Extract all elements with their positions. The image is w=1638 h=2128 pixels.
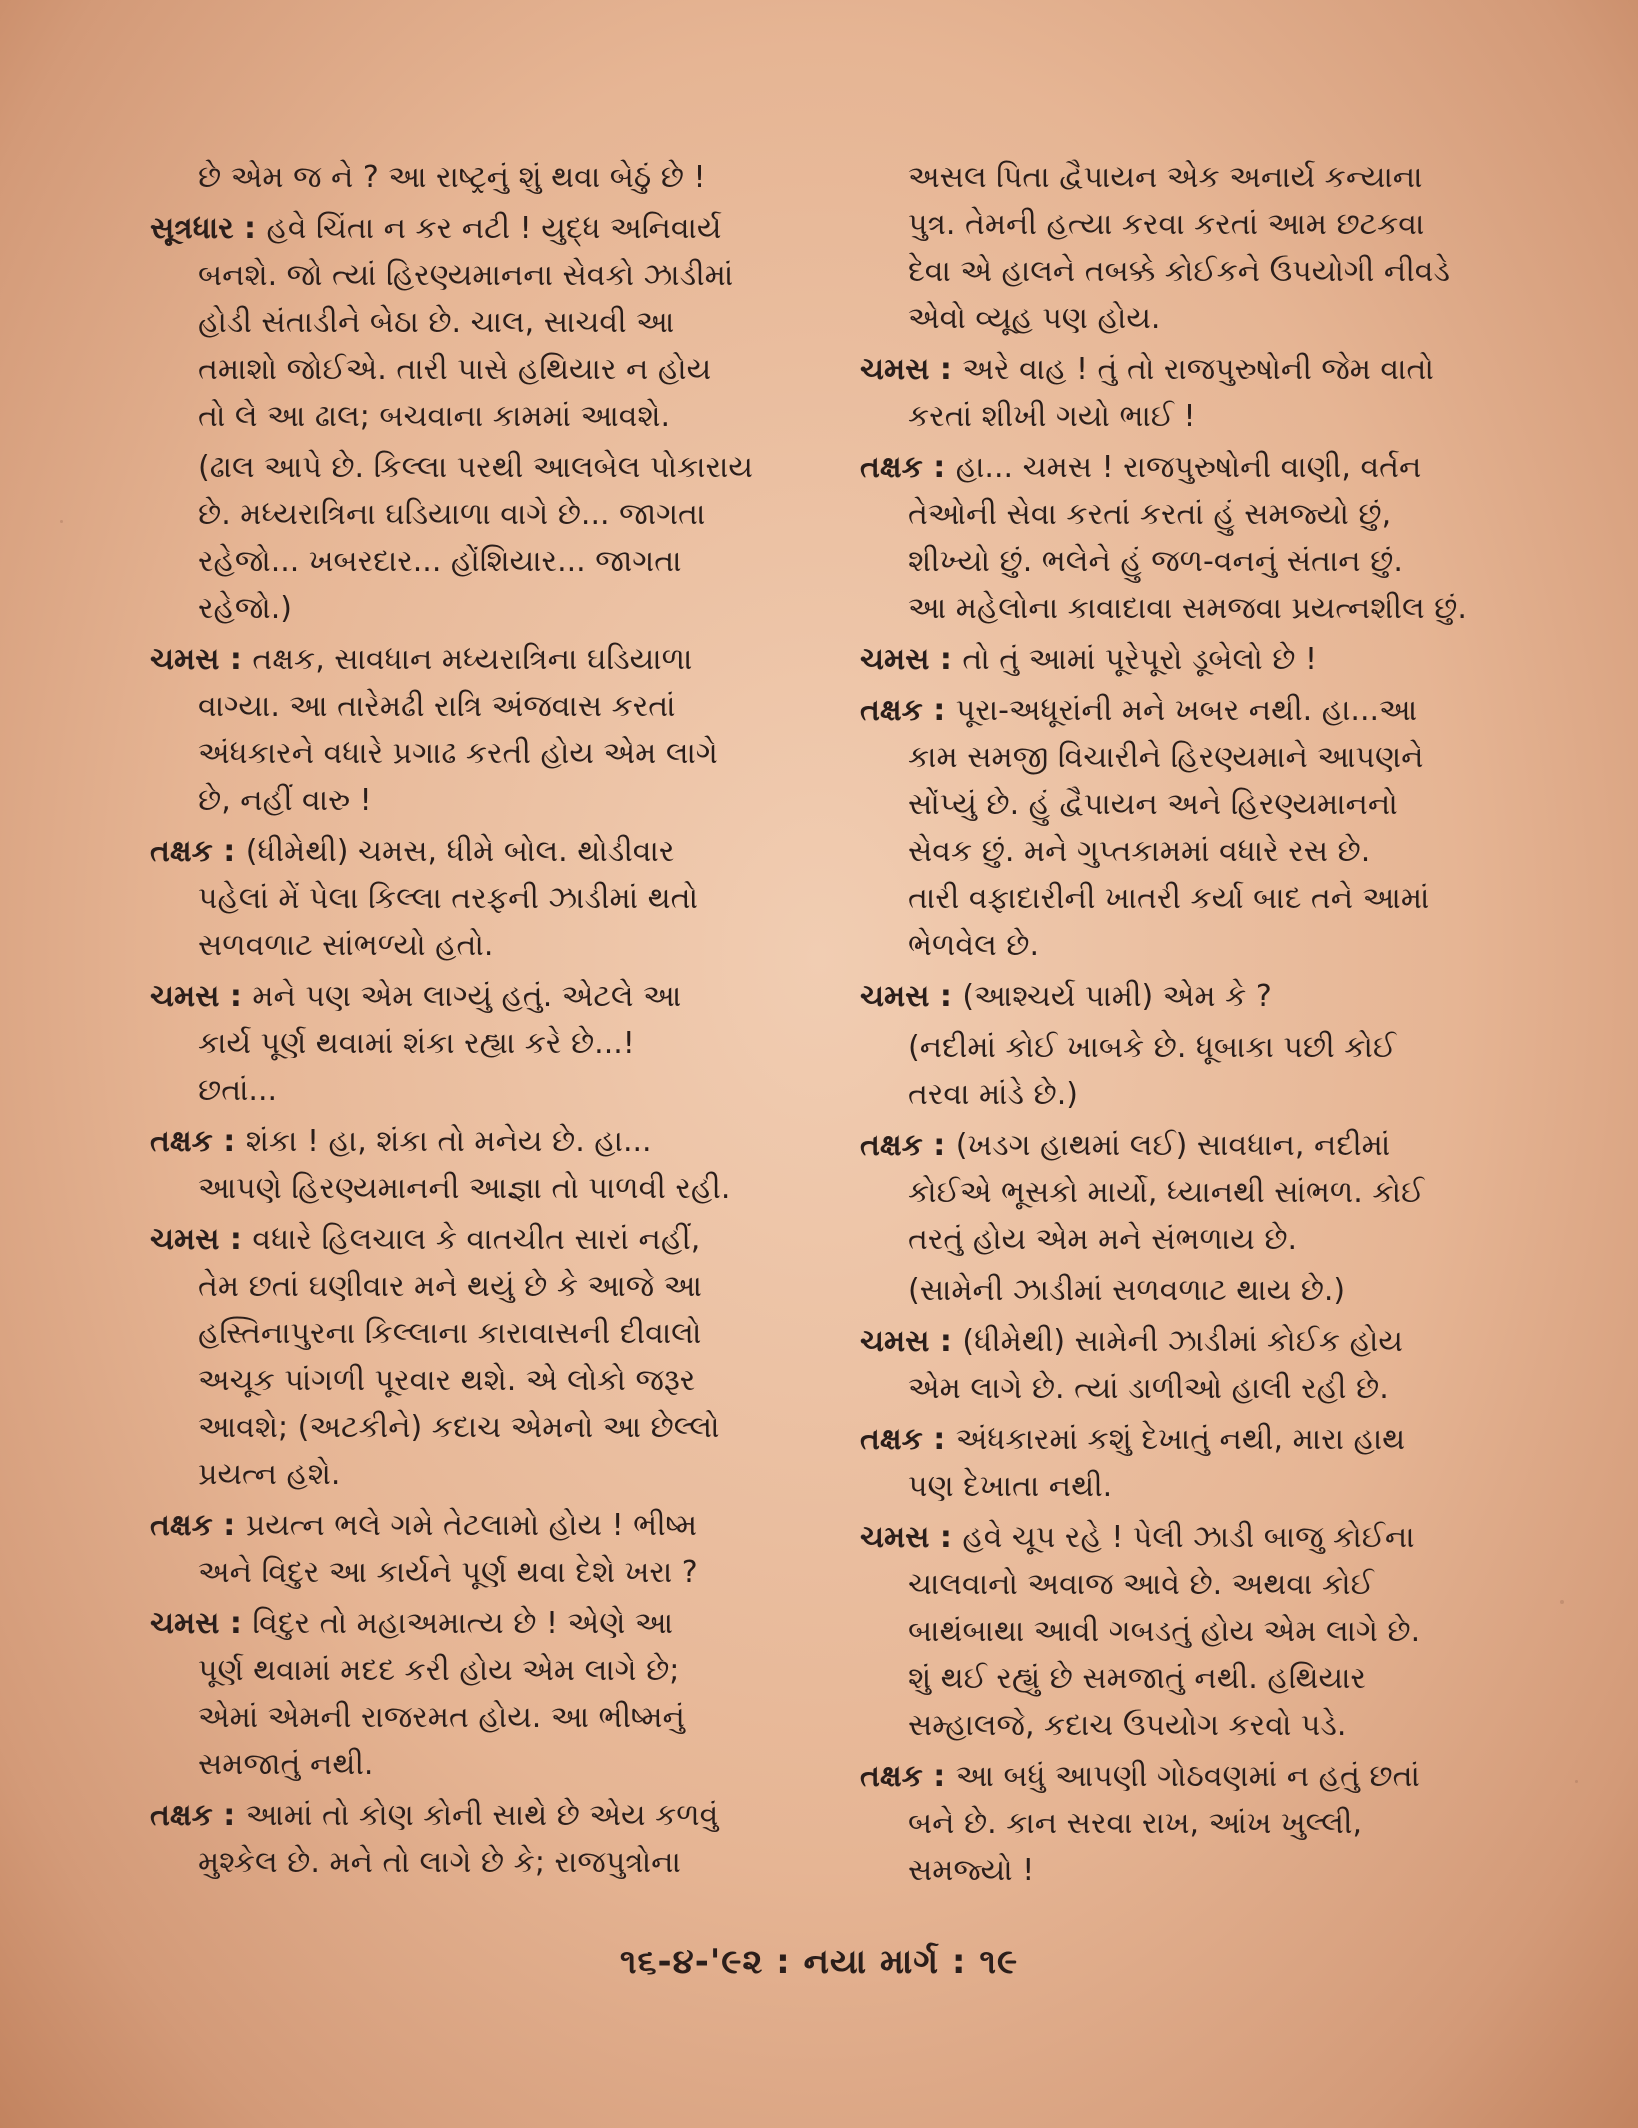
text-line xyxy=(860,1122,1520,1169)
text-line: તરતું હોય એમ મને સંભળાય છે. xyxy=(908,1222,1298,1257)
text-line: આવશે; (અટકીને) કદાચ એમનો આ છેલ્લો xyxy=(198,1410,720,1445)
speaker-name: ચમસ : xyxy=(150,979,253,1014)
speech-text: અરે વાહ ! તું તો રાજપુરુષોની જેમ વાતો xyxy=(962,352,1434,387)
dialogue-speech xyxy=(860,1753,1520,1894)
speaker-name: તક્ષક : xyxy=(860,1759,956,1794)
text-line: અસલ પિતા દ્વૈપાયન એક અનાર્ય કન્યાના xyxy=(908,160,1423,195)
dialogue-speech xyxy=(860,973,1520,1020)
dialogue-speech xyxy=(150,1502,820,1596)
speaker-name: તક્ષક : xyxy=(150,1798,246,1833)
text-line: સળવળાટ સાંભળ્યો હતો. xyxy=(198,928,494,963)
speech-text: મને પણ એમ લાગ્યું હતું. એટલે આ xyxy=(252,979,682,1014)
text-line xyxy=(150,828,820,875)
text-line: છે, નહીં વારુ ! xyxy=(198,783,372,818)
speech-text: તો તું આમાં પૂરેપૂરો ડૂબેલો છે ! xyxy=(962,642,1317,677)
speech-text: તક્ષક, સાવધાન મધ્યરાત્રિના ઘડિયાળા xyxy=(252,642,693,677)
speaker-name: ચમસ : xyxy=(150,642,253,677)
speaker-name: ચમસ : xyxy=(860,352,963,387)
text-line: તમાશો જોઈએ. તારી પાસે હથિયાર ન હોય xyxy=(198,352,712,387)
text-line xyxy=(150,1502,820,1549)
text-line xyxy=(150,205,820,252)
text-line: રહેજો.) xyxy=(198,591,292,626)
text-line: અને વિદુર આ કાર્યને પૂર્ણ થવા દેશે ખરા ? xyxy=(198,1555,698,1590)
text-line: આ મહેલોના કાવાદાવા સમજવા પ્રયત્નશીલ છું. xyxy=(908,591,1467,626)
text-line xyxy=(860,346,1520,393)
text-line: (સામેની ઝાડીમાં સળવળાટ થાય છે.) xyxy=(908,1273,1346,1308)
text-line xyxy=(860,1514,1520,1561)
text-line: સમ્હાલજે, કદાચ ઉપયોગ કરવો પડે. xyxy=(908,1708,1347,1743)
speaker-name: ચમસ : xyxy=(150,1606,253,1641)
speech-text: હવે ચિંતા ન કર નટી ! યુદ્ધ અનિવાર્ય xyxy=(266,211,722,246)
text-line xyxy=(150,1600,820,1647)
text-line: સમજ્યો ! xyxy=(908,1853,1035,1888)
dialogue-speech xyxy=(860,1416,1520,1510)
text-line xyxy=(150,1792,820,1839)
speech-text: વિદુર તો મહાઅમાત્ય છે ! એણે આ xyxy=(252,1606,674,1641)
dialogue-speech xyxy=(860,346,1520,440)
text-line xyxy=(150,973,820,1020)
speech-text: (ધીમેથી) સામેની ઝાડીમાં કોઈક હોય xyxy=(962,1324,1404,1359)
text-line: હસ્તિનાપુરના કિલ્લાના કારાવાસની દીવાલો xyxy=(198,1316,702,1351)
text-line: (નદીમાં કોઈ ખાબકે છે. ધૂબાકા પછી કોઈ xyxy=(908,1030,1397,1065)
text-line xyxy=(860,636,1520,683)
speech-text: (ખડગ હાથમાં લઈ) સાવધાન, નદીમાં xyxy=(955,1128,1391,1163)
speech-text: આ બધું આપણી ગોઠવણમાં ન હતું છતાં xyxy=(955,1759,1420,1794)
speaker-name: તક્ષક : xyxy=(150,834,246,869)
text-line: છે. મધ્યરાત્રિના ઘડિયાળા વાગે છે... જાગતા xyxy=(198,497,706,532)
text-line: બાથંબાથા આવી ગબડતું હોય એમ લાગે છે. xyxy=(908,1614,1421,1649)
text-line xyxy=(150,636,820,683)
text-line: અચૂક પાંગળી પૂરવાર થશે. એ લોકો જરૂર xyxy=(198,1363,696,1398)
text-line xyxy=(860,1753,1520,1800)
dialogue-speech xyxy=(860,1318,1520,1412)
page-footer: ૧૬-૪-'૯૨ : નયા માર્ગ : ૧૯ xyxy=(619,1942,1019,1982)
text-line: પુત્ર. તેમની હત્યા કરવા કરતાં આમ છટકવા xyxy=(908,207,1425,242)
right-column xyxy=(860,150,1520,1894)
stage-direction xyxy=(860,1024,1520,1118)
speech-text: આમાં તો કોણ કોની સાથે છે એય કળવું xyxy=(245,1798,719,1833)
text-line: ચાલવાનો અવાજ આવે છે. અથવા કોઈ xyxy=(908,1567,1374,1602)
text-line: કામ સમજી વિચારીને હિરણ્યમાને આપણને xyxy=(908,740,1424,775)
text-line: તેઓની સેવા કરતાં કરતાં હું સમજ્યો છું, xyxy=(908,497,1392,532)
text-line: સમજાતું નથી. xyxy=(198,1747,374,1782)
speaker-name: તક્ષક : xyxy=(860,1128,956,1163)
speech-text: હવે ચૂપ રહે ! પેલી ઝાડી બાજુ કોઈના xyxy=(962,1520,1415,1555)
speaker-name: તક્ષક : xyxy=(860,693,956,728)
text-line: પણ દેખાતા નથી. xyxy=(908,1469,1113,1504)
speaker-name: તક્ષક : xyxy=(860,450,956,485)
dialogue-speech xyxy=(150,1792,820,1886)
speaker-name: ચમસ : xyxy=(150,1222,253,1257)
text-line: બને છે. કાન સરવા રાખ, આંખ ખુલ્લી, xyxy=(908,1806,1363,1841)
text-line: દેવા એ હાલને તબક્કે કોઈકને ઉપયોગી નીવડે xyxy=(908,254,1450,289)
speech-text: (ધીમેથી) ચમસ, ધીમે બોલ. થોડીવાર xyxy=(245,834,675,869)
text-line: (ઢાલ આપે છે. કિલ્લા પરથી આલબેલ પોકારાય xyxy=(198,450,753,485)
text-line xyxy=(860,444,1520,491)
stage-direction xyxy=(860,154,1520,342)
text-line xyxy=(150,1118,820,1165)
text-line xyxy=(860,1318,1520,1365)
text-line: છતાં... xyxy=(198,1073,278,1108)
dialogue-speech xyxy=(150,1600,820,1788)
stage-direction xyxy=(150,154,820,201)
dialogue-speech xyxy=(150,973,820,1114)
text-line: ભેળવેલ છે. xyxy=(908,928,1040,963)
dialogue-speech xyxy=(860,687,1520,969)
speaker-name: તક્ષક : xyxy=(150,1124,246,1159)
paper-speck xyxy=(60,520,63,523)
speaker-name: તક્ષક : xyxy=(150,1508,246,1543)
stage-direction xyxy=(150,444,820,632)
text-line: કોઈએ ભૂસકો માર્યો, ધ્યાનથી સાંભળ. કોઈ xyxy=(908,1175,1425,1210)
speech-text: પૂરા-અધૂરાંની મને ખબર નથી. હા...આ xyxy=(955,693,1418,728)
dialogue-speech xyxy=(150,205,820,440)
dialogue-speech xyxy=(150,1118,820,1212)
text-line: કાર્ય પૂર્ણ થવામાં શંકા રહ્યા કરે છે...! xyxy=(198,1026,635,1061)
text-line: તરવા માંડે છે.) xyxy=(908,1077,1078,1112)
text-line: કરતાં શીખી ગયો ભાઈ ! xyxy=(908,399,1196,434)
text-line: અંધકારને વધારે પ્રગાઢ કરતી હોય એમ લાગે xyxy=(198,736,718,771)
text-line: પહેલાં મેં પેલા કિલ્લા તરફની ઝાડીમાં થતો xyxy=(198,881,699,916)
paper-speck xyxy=(1560,1600,1564,1604)
text-line: તારી વફાદારીની ખાતરી કર્યા બાદ તને આમાં xyxy=(908,881,1430,916)
text-line: શું થઈ રહ્યું છે સમજાતું નથી. હથિયાર xyxy=(908,1661,1366,1696)
text-line: તેમ છતાં ઘણીવાર મને થયું છે કે આજે આ xyxy=(198,1269,702,1304)
text-line: બનશે. જો ત્યાં હિરણ્યમાનના સેવકો ઝાડીમાં xyxy=(198,258,734,293)
text-line: છે એમ જ ને ? આ રાષ્ટ્રનું શું થવા બેઠું છે ! xyxy=(198,160,706,195)
speaker-name: ચમસ : xyxy=(860,979,963,1014)
paper-speck xyxy=(1575,1780,1578,1783)
text-line: હોડી સંતાડીને બેઠા છે. ચાલ, સાચવી આ xyxy=(198,305,675,340)
text-line: આપણે હિરણ્યમાનની આજ્ઞા તો પાળવી રહી. xyxy=(198,1171,731,1206)
text-line: પ્રયત્ન હશે. xyxy=(198,1457,341,1492)
dialogue-speech xyxy=(860,636,1520,683)
speech-text: વધારે હિલચાલ કે વાતચીત સારાં નહીં, xyxy=(252,1222,701,1257)
dialogue-speech xyxy=(860,1122,1520,1263)
left-column xyxy=(150,150,820,1886)
speech-text: હા... ચમસ ! રાજપુરુષોની વાણી, વર્તન xyxy=(955,450,1422,485)
text-line xyxy=(860,1416,1520,1463)
text-line: મુશ્કેલ છે. મને તો લાગે છે કે; રાજપુત્રોના xyxy=(198,1845,681,1880)
speech-text: અંધકારમાં કશું દેખાતું નથી, મારા હાથ xyxy=(955,1422,1406,1457)
speaker-name: ચમસ : xyxy=(860,1324,963,1359)
speaker-name: તક્ષક : xyxy=(860,1422,956,1457)
text-line: એવો વ્યૂહ પણ હોય. xyxy=(908,301,1161,336)
dialogue-speech xyxy=(860,444,1520,632)
dialogue-speech xyxy=(150,636,820,824)
dialogue-speech xyxy=(150,828,820,969)
text-line: વાગ્યા. આ તારેમઢી રાત્રિ અંજવાસ કરતાં xyxy=(198,689,676,724)
speaker-name: સૂત્રધાર : xyxy=(150,211,267,246)
text-line: સેવક છું. મને ગુપ્તકામમાં વધારે રસ છે. xyxy=(908,834,1371,869)
text-line: એમ લાગે છે. ત્યાં ડાળીઓ હાલી રહી છે. xyxy=(908,1371,1389,1406)
text-line: પૂર્ણ થવામાં મદદ કરી હોય એમ લાગે છે; xyxy=(198,1653,680,1688)
speaker-name: ચમસ : xyxy=(860,1520,963,1555)
dialogue-speech xyxy=(150,1216,820,1498)
text-line: એમાં એમની રાજરમત હોય. આ ભીષ્મનું xyxy=(198,1700,685,1735)
text-line xyxy=(860,687,1520,734)
text-line: શીખ્યો છું. ભલેને હું જળ-વનનું સંતાન છું. xyxy=(908,544,1403,579)
text-line: તો લે આ ઢાલ; બચવાના કામમાં આવશે. xyxy=(198,399,671,434)
speaker-name: ચમસ : xyxy=(860,642,963,677)
dialogue-speech xyxy=(860,1514,1520,1749)
stage-direction xyxy=(860,1267,1520,1314)
text-line xyxy=(860,973,1520,1020)
text-line: સોંપ્યું છે. હું દ્વૈપાયન અને હિરણ્યમાનનો xyxy=(908,787,1398,822)
text-line xyxy=(150,1216,820,1263)
text-line: રહેજો... ખબરદાર... હોંશિયાર... જાગતા xyxy=(198,544,682,579)
speech-text: (આશ્ચર્ય પામી) એમ કે ? xyxy=(962,979,1272,1014)
speech-text: પ્રયત્ન ભલે ગમે તેટલામો હોય ! ભીષ્મ xyxy=(245,1508,698,1543)
speech-text: શંકા ! હા, શંકા તો મનેય છે. હા... xyxy=(245,1124,652,1159)
